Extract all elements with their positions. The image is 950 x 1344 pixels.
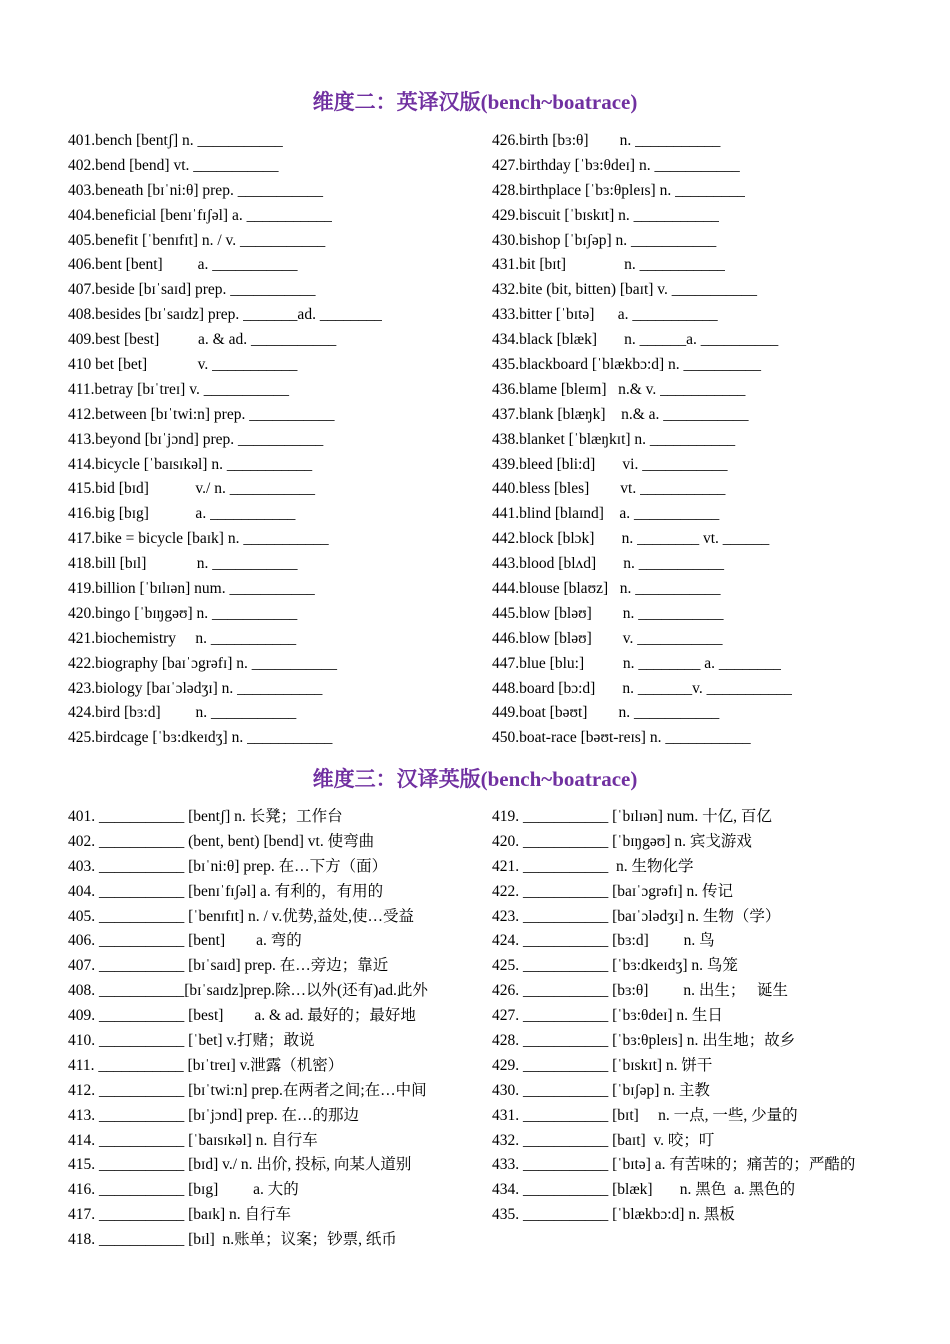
vocab-item: 429. ___________ [ˈbɪskɪt] n. 饼干 bbox=[492, 1056, 713, 1074]
vocab-item: 431.bit [bɪt] n. ___________ bbox=[492, 256, 725, 274]
vocab-item: 408. ___________[bɪˈsaɪdz]prep.除…以外(还有)ad.此外 bbox=[68, 982, 428, 1000]
vocab-item: 434.black [blæk] n. ______a. __________ bbox=[492, 331, 779, 349]
vocab-item: 436.blame [bleɪm] n.& v. ___________ bbox=[492, 380, 746, 398]
vocab-item: 418. ___________ [bɪl] n.账单；议案；钞票, 纸币 bbox=[68, 1231, 397, 1249]
section-title-en-to-zh: 维度二：英译汉版(bench~boatrace) bbox=[312, 90, 638, 114]
vocab-item: 439.bleed [bli:d] vi. ___________ bbox=[492, 455, 728, 473]
vocab-item: 448.board [bɔ:d] n. _______v. ___________ bbox=[492, 679, 792, 697]
vocab-item: 432. ___________ [baɪt] v. 咬；叮 bbox=[492, 1131, 715, 1149]
vocab-column-left bbox=[68, 129, 498, 751]
vocab-item: 423.biology [baɪˈɔlədʒɪ] n. ___________ bbox=[68, 679, 323, 697]
vocab-item: 401.bench [bentʃ] n. ___________ bbox=[68, 132, 283, 149]
vocab-item: 446.blow [bləʊ] v. ___________ bbox=[492, 629, 723, 647]
vocab-item: 437.blank [blæŋk] n.& a. ___________ bbox=[492, 405, 749, 423]
vocab-item: 449.boat [bəʊt] n. ___________ bbox=[492, 704, 720, 722]
vocab-item: 422. ___________ [baɪˈɔgrəfɪ] n. 传记 bbox=[492, 882, 734, 900]
vocab-item: 403. ___________ [bɪˈni:θ] prep. 在…下方（面） bbox=[68, 857, 388, 875]
vocab-item: 419.billion [ˈbɪlɪən] num. ___________ bbox=[68, 580, 315, 598]
vocab-item: 434. ___________ [blæk] n. 黑色 a. 黑色的 bbox=[492, 1181, 796, 1199]
vocab-item: 430. ___________ [ˈbɪʃəp] n. 主教 bbox=[492, 1081, 710, 1099]
vocab-item: 420. ___________ [ˈbɪŋgəʊ] n. 宾戈游戏 bbox=[492, 832, 752, 850]
vocab-item: 404. ___________ [benɪˈfɪʃəl] a. 有利的，有用的 bbox=[68, 882, 384, 900]
vocab-item: 444.blouse [blaʊz] n. ___________ bbox=[492, 580, 721, 598]
vocab-item: 445.blow [bləʊ] n. ___________ bbox=[492, 604, 724, 622]
vocab-item: 411. ___________ [bɪˈtreɪ] v.泄露（机密） bbox=[68, 1056, 344, 1074]
vocab-item: 413.beyond [bɪˈjɔnd] prep. ___________ bbox=[68, 430, 324, 448]
vocab-item: 411.betray [bɪˈtreɪ] v. ___________ bbox=[68, 380, 289, 398]
vocab-item: 442.block [blɔk] n. ________ vt. ______ bbox=[492, 530, 770, 548]
vocab-item: 404.beneficial [benɪˈfɪʃəl] a. ___________ bbox=[68, 206, 332, 224]
vocab-column-right bbox=[492, 805, 892, 1228]
vocab-item: 415. ___________ [bɪd] v./ n. 出价, 投标, 向某人道别 bbox=[68, 1156, 412, 1174]
vocab-item: 433.bitter [ˈbɪtə] a. ___________ bbox=[492, 306, 718, 324]
vocab-item: 416.big [bɪg] a. ___________ bbox=[68, 505, 296, 523]
vocab-item: 417.bike = bicycle [baɪk] n. ___________ bbox=[68, 530, 329, 548]
vocab-item: 406.bent [bent] a. ___________ bbox=[68, 256, 298, 274]
vocab-item: 435. ___________ [ˈblækbɔ:d] n. 黑板 bbox=[492, 1206, 735, 1224]
vocab-item: 423. ___________ [baɪˈɔlədʒɪ] n. 生物（学） bbox=[492, 907, 781, 925]
vocab-item: 412. ___________ [bɪˈtwi:n] prep.在两者之间;在…中间 bbox=[68, 1081, 427, 1099]
vocab-item: 402. ___________ (bent, bent) [bend] vt. 使弯曲 bbox=[68, 832, 375, 850]
vocab-item: 407.beside [bɪˈsaɪd] prep. ___________ bbox=[68, 281, 316, 299]
vocab-item: 407. ___________ [bɪˈsaɪd] prep. 在…旁边；靠近 bbox=[68, 957, 389, 975]
vocab-item: 412.between [bɪˈtwi:n] prep. ___________ bbox=[68, 405, 335, 423]
vocab-item: 424. ___________ [bɜ:d] n. 鸟 bbox=[492, 932, 715, 950]
vocab-item: 429.biscuit [ˈbɪskɪt] n. ___________ bbox=[492, 206, 719, 224]
vocab-item: 428.birthplace [ˈbɜ:θpleɪs] n. _________ bbox=[492, 181, 745, 199]
vocab-item: 418.bill [bɪl] n. ___________ bbox=[68, 555, 298, 573]
vocab-item: 427. ___________ [ˈbɜ:θdeɪ] n. 生日 bbox=[492, 1007, 723, 1025]
vocab-item: 401. ___________ [bentʃ] n. 长凳；工作台 bbox=[68, 808, 343, 825]
vocab-item: 409. ___________ [best] a. & ad. 最好的；最好地 bbox=[68, 1007, 416, 1025]
vocab-item: 433. ___________ [ˈbɪtə] a. 有苦味的；痛苦的；严酷的 bbox=[492, 1156, 856, 1174]
vocab-item: 431. ___________ [bɪt] n. 一点, 一些, 少量的 bbox=[492, 1106, 798, 1124]
vocab-column-right bbox=[492, 129, 922, 751]
vocab-item: 435.blackboard [ˈblækbɔ:d] n. __________ bbox=[492, 356, 762, 374]
vocab-item: 413. ___________ [bɪˈjɔnd] prep. 在…的那边 bbox=[68, 1106, 360, 1124]
vocab-item: 409.best [best] a. & ad. ___________ bbox=[68, 331, 337, 349]
vocab-item: 425.birdcage [ˈbɜ:dkeɪdʒ] n. ___________ bbox=[68, 729, 333, 747]
vocab-item: 403.beneath [bɪˈni:θ] prep. ___________ bbox=[68, 181, 323, 199]
vocab-item: 421. ___________ n. 生物化学 bbox=[492, 857, 694, 875]
vocab-column-left bbox=[68, 805, 498, 1253]
vocab-item: 419. ___________ [ˈbɪlɪən] num. 十亿, 百亿 bbox=[492, 808, 772, 825]
vocab-item: 430.bishop [ˈbɪʃəp] n. ___________ bbox=[492, 231, 717, 249]
vocab-item: 408.besides [bɪˈsaɪdz] prep. _______ad. ________ bbox=[68, 306, 382, 324]
vocab-item: 438.blanket [ˈblæŋkɪt] n. ___________ bbox=[492, 430, 736, 448]
vocab-item: 427.birthday [ˈbɜ:θdeɪ] n. ___________ bbox=[492, 156, 740, 174]
vocab-item: 450.boat-race [bəʊt-reɪs] n. ___________ bbox=[492, 729, 751, 747]
vocab-item: 416. ___________ [bɪg] a. 大的 bbox=[68, 1181, 299, 1199]
vocab-item: 410 bet [bet] v. ___________ bbox=[68, 356, 298, 374]
vocab-item: 406. ___________ [bent] a. 弯的 bbox=[68, 932, 302, 950]
vocab-item: 405.benefit [ˈbenɪfɪt] n. / v. ___________ bbox=[68, 231, 326, 249]
vocab-item: 405. ___________ [ˈbenɪfɪt] n. / v.优势,益处,使…受益 bbox=[68, 907, 414, 925]
vocab-item: 417. ___________ [baɪk] n. 自行车 bbox=[68, 1206, 292, 1224]
vocab-item: 428. ___________ [ˈbɜ:θpleɪs] n. 出生地；故乡 bbox=[492, 1032, 796, 1050]
vocab-item: 443.blood [blʌd] n. ___________ bbox=[492, 555, 725, 573]
vocab-item: 424.bird [bɜ:d] n. ___________ bbox=[68, 704, 297, 722]
section-title-zh-to-en: 维度三：汉译英版(bench~boatrace) bbox=[312, 767, 638, 791]
vocab-item: 447.blue [blu:] n. ________ a. ________ bbox=[492, 654, 781, 672]
vocab-item: 410. ___________ [ˈbet] v.打赌；敢说 bbox=[68, 1032, 315, 1050]
vocab-item: 440.bless [bles] vt. ___________ bbox=[492, 480, 726, 498]
vocab-item: 420.bingo [ˈbɪŋgəʊ] n. ___________ bbox=[68, 604, 298, 622]
vocab-item: 425. ___________ [ˈbɜ:dkeɪdʒ] n. 鸟笼 bbox=[492, 957, 738, 975]
vocab-item: 415.bid [bɪd] v./ n. ___________ bbox=[68, 480, 315, 498]
vocab-item: 426. ___________ [bɜ:θ] n. 出生； 诞生 bbox=[492, 982, 788, 1000]
vocab-item: 426.birth [bɜ:θ] n. ___________ bbox=[492, 132, 721, 149]
vocab-item: 422.biography [baɪˈɔgrəfɪ] n. ___________ bbox=[68, 654, 338, 672]
vocab-item: 414. ___________ [ˈbaɪsɪkəl] n. 自行车 bbox=[68, 1131, 318, 1149]
vocab-item: 441.blind [blaɪnd] a. ___________ bbox=[492, 505, 720, 523]
vocab-item: 414.bicycle [ˈbaɪsɪkəl] n. ___________ bbox=[68, 455, 313, 473]
vocab-item: 421.biochemistry n. ___________ bbox=[68, 629, 297, 647]
vocab-item: 432.bite (bit, bitten) [baɪt] v. ___________ bbox=[492, 281, 758, 299]
vocab-item: 402.bend [bend] vt. ___________ bbox=[68, 156, 279, 174]
